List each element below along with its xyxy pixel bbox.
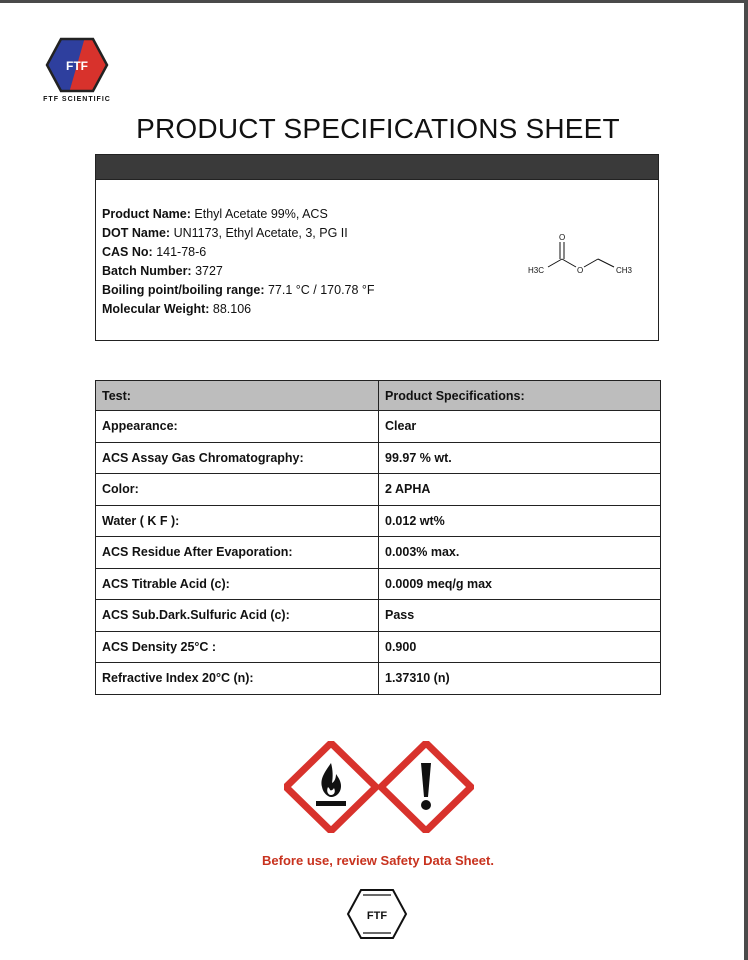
info-box-header-bar [96,155,658,180]
footer-logo-text: FTF [366,910,388,922]
row-spec: 0.012 wt% [379,505,661,537]
table-row [96,474,661,506]
row-spec: Pass [379,600,661,632]
row-test: Refractive Index 20°C (n): [96,663,379,695]
row-spec: 1.37310 (n) [379,663,661,695]
flammable-icon [286,743,376,831]
safety-warning-text: Before use, review Safety Data Sheet. [262,853,494,868]
page-title: PRODUCT SPECIFICATIONS SHEET [136,113,620,144]
hexagon-logo-icon [45,37,109,93]
product-info-list [102,205,375,319]
row-test: ACS Density 25°C : [96,631,379,663]
table-row [96,568,661,600]
row-test: ACS Sub.Dark.Sulfuric Acid (c): [96,600,379,632]
info-line-product-name: Product Name: Ethyl Acetate 99%, ACS [102,207,328,221]
exclamation-icon [381,743,471,831]
header-test: Test: [96,381,379,411]
table-row [96,600,661,632]
table-row [96,442,661,474]
row-test: Color: [96,474,379,506]
row-spec: 2 APHA [379,474,661,506]
logo-caption: FTF SCIENTIFIC [43,96,111,103]
product-info-box [95,154,659,341]
logo-text: FTF [66,59,88,73]
info-line-batch-number: Batch Number: 3727 [102,264,223,278]
molecule-atom-oxygen-top: O [559,233,566,242]
row-spec: Clear [379,411,661,443]
row-test: Water ( K F ): [96,505,379,537]
row-test: ACS Titrable Acid (c): [96,568,379,600]
row-test: ACS Residue After Evaporation: [96,537,379,569]
table-row [96,411,661,443]
table-row [96,663,661,695]
row-spec: 99.97 % wt. [379,442,661,474]
footer-hexagon-logo-icon [346,888,408,940]
table-row [96,537,661,569]
table-row [96,505,661,537]
molecule-left-group: H3C [528,266,545,275]
row-test: Appearance: [96,411,379,443]
row-spec: 0.900 [379,631,661,663]
info-line-dot-name: DOT Name: UN1173, Ethyl Acetate, 3, PG II [102,226,348,240]
molecule-right-group: CH3 [616,266,633,275]
header-product-specifications: Product Specifications: [379,381,661,411]
row-spec: 0.0009 meq/g max [379,568,661,600]
table-row [96,631,661,663]
row-spec: 0.003% max. [379,537,661,569]
info-line-molecular-weight: Molecular Weight: 88.106 [102,302,252,316]
ethyl-acetate-structure-icon [526,231,646,291]
hazard-pictograms [284,741,474,833]
molecule-atom-oxygen-ester: O [577,266,584,275]
company-logo [30,37,124,109]
document-page [0,3,744,960]
info-line-boiling-point: Boiling point/boiling range: 77.1 °C / 170.78 °F [102,283,375,297]
row-test: ACS Assay Gas Chromatography: [96,442,379,474]
specifications-table [95,380,661,695]
table-header-row [96,381,661,411]
info-line-cas-no: CAS No: 141-78-6 [102,245,207,259]
